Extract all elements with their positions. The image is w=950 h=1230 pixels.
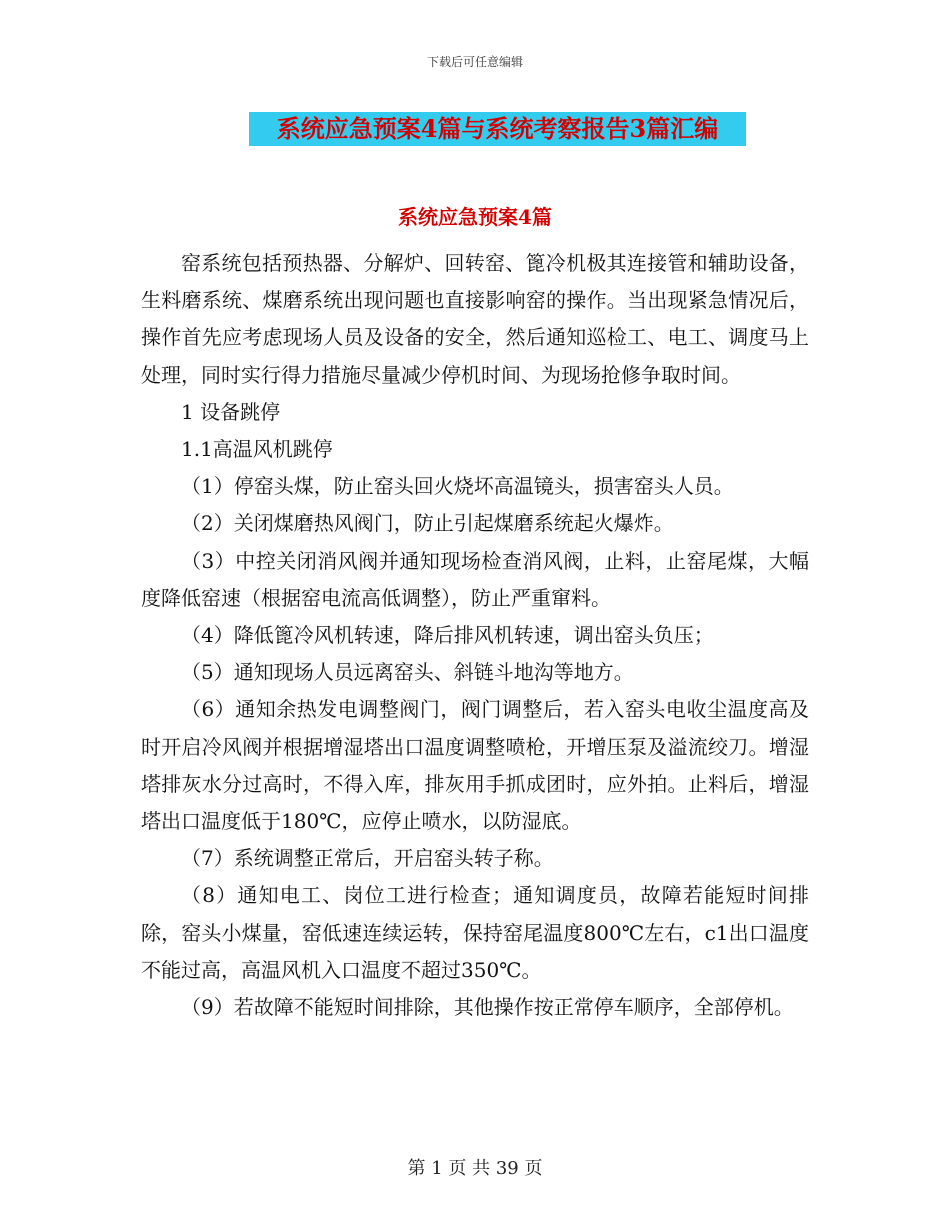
heading-equipment-trip: 1 设备跳停 [181,399,281,424]
intro-paragraph: 窑系统包括预热器、分解炉、回转窑、篦冷机极其连接管和辅助设备，生料磨系统、煤磨系统出现问题也直接影响窑的操作。当出现紧急情况后，操作首先应考虑现场人员及设备的安全，然后通知巡检工、电工、调度马上处理，同时实行得力措施尽量减少停机时间、为现场抢修争取时间。 [141,251,809,387]
step-4: （4）降低篦冷风机转速，降后排风机转速，调出窑头负压； [181,623,714,648]
step-5: （5）通知现场人员远离窑头、斜链斗地沟等地方。 [181,660,634,685]
page-number: 第 1 页 共 39 页 [407,1158,543,1179]
header-note: 下载后可任意编辑 [426,55,523,69]
step-7: （7）系统调整正常后，开启窑头转子称。 [181,846,554,871]
document-title: 系统应急预案4篇与系统考察报告3篇汇编 [249,112,746,146]
step-1: （1）停窑头煤，防止窑头回火烧坏高温镜头，损害窑头人员。 [181,474,734,499]
step-8: （8）通知电工、岗位工进行检查；通知调度员，故障若能短时间排除，窑头小煤量，窑低速连续运转，保持窑尾温度800℃左右，c1出口温度不能过高，高温风机入口温度不超过350℃。 [141,883,809,982]
step-3: （3）中控关闭消风阀并通知现场检查消风阀，止料，止窑尾煤，大幅度降低窑速（根据窑电流高低调整），防止严重窜料。 [141,548,809,610]
step-2: （2）关闭煤磨热风阀门，防止引起煤磨系统起火爆炸。 [181,511,674,536]
section-title: 系统应急预案4篇 [398,205,552,229]
heading-high-temp-fan-trip: 1.1高温风机跳停 [181,437,333,462]
step-6: （6）通知余热发电调整阀门，阀门调整后，若入窑头电收尘温度高及时开启冷风阀并根据增湿塔出口温度调整喷枪，开增压泵及溢流绞刀。增湿塔排灰水分过高时，不得入库，排灰用手抓成团时，应外拍。止料后，增湿塔出口温度低于180℃，应停止喷水，以防湿底。 [141,697,809,834]
step-9: （9）若故障不能短时间排除，其他操作按正常停车顺序，全部停机。 [181,995,794,1020]
document-body [141,245,809,1026]
